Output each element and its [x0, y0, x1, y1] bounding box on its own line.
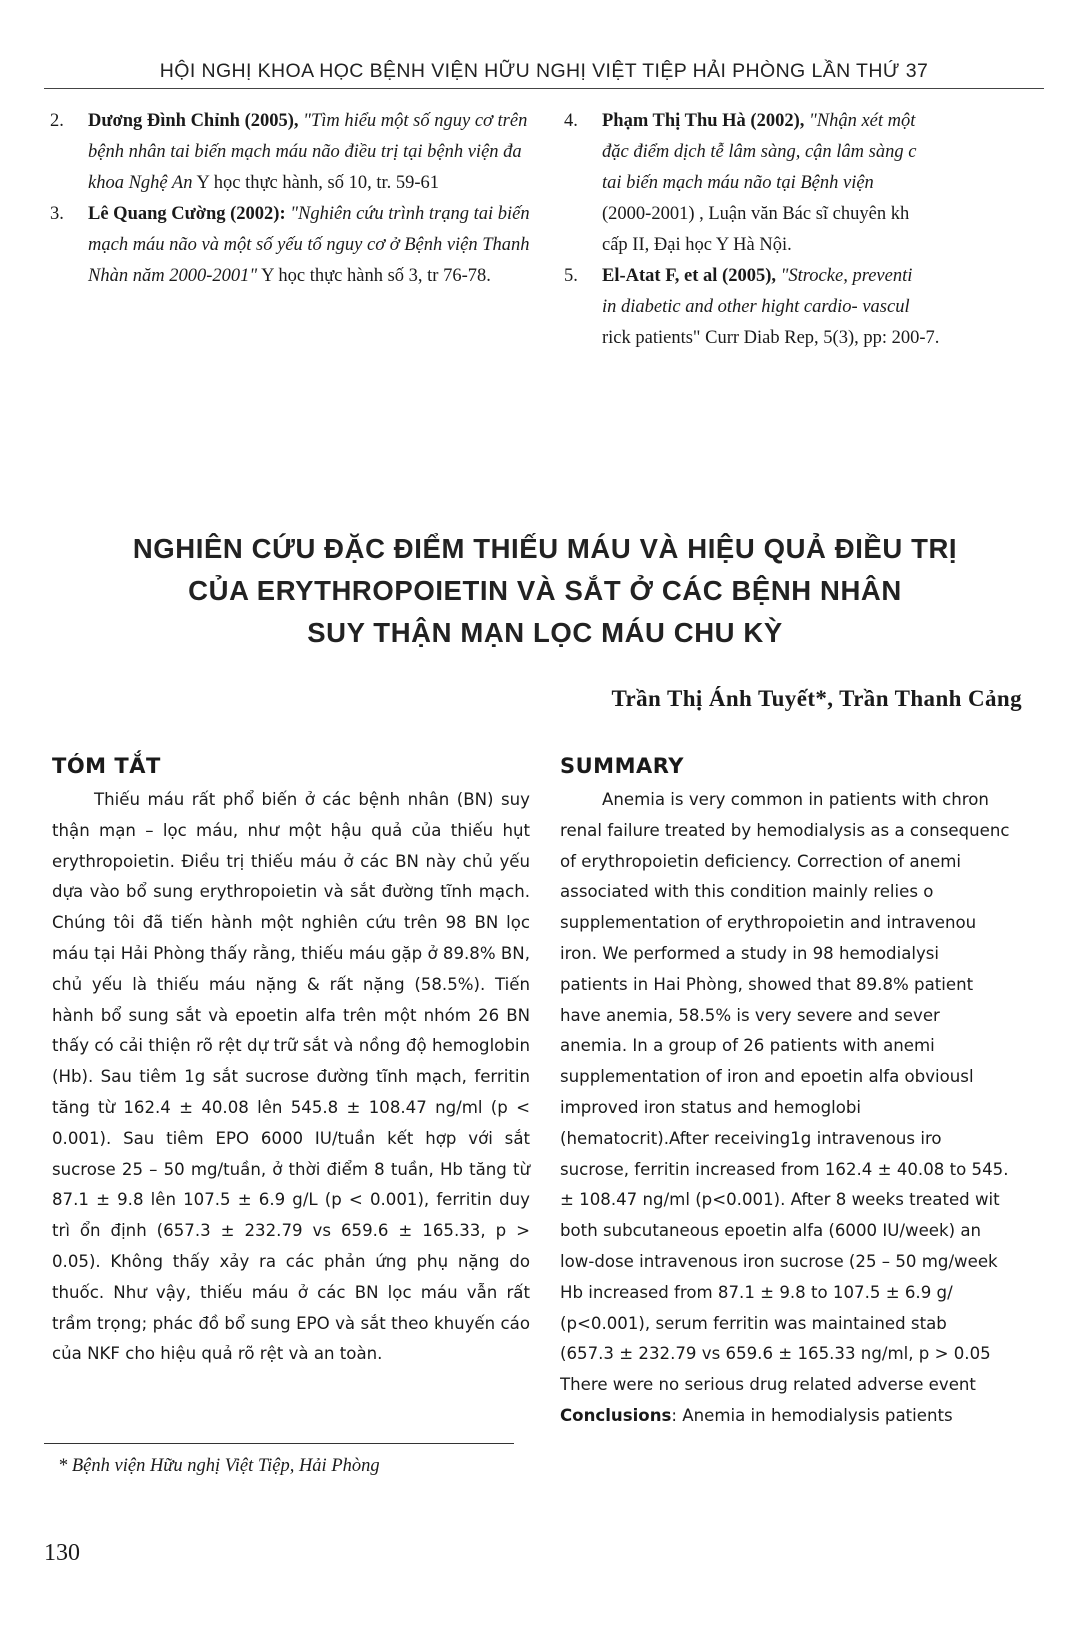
summary-line: supplementation of erythropoietin and intravenou [560, 913, 977, 933]
reference-author: Lê Quang Cường (2002): [88, 204, 286, 224]
article-title [60, 528, 1030, 654]
reference-line: (2000-2001) , Luận văn Bác sĩ chuyên kh [602, 204, 910, 224]
reference-line: đặc điểm dịch tễ lâm sàng, cận lâm sàng c [602, 142, 917, 162]
summary-line: improved iron status and hemoglobi [560, 1097, 862, 1117]
running-header: HỘI NGHỊ KHOA HỌC BỆNH VIỆN HỮU NGHỊ VIỆT TIỆP HẢI PHÒNG LẦN THỨ 37 [159, 60, 929, 82]
abstract-english [560, 754, 1030, 1432]
title-line: NGHIÊN CỨU ĐẶC ĐIỂM THIẾU MÁU VÀ HIỆU QUẢ ĐIỀU TRỊ [132, 533, 958, 564]
summary-line: iron. We performed a study in 98 hemodialysi [560, 943, 940, 963]
conclusion-line [560, 1401, 1030, 1432]
reference-source: Y học thực hành, số 10, tr. 59-61 [196, 173, 440, 193]
reference-source: Y học thực hành số 3, tr 76-78. [261, 266, 491, 286]
reference-line: in diabetic and other hight cardio- vascul [602, 297, 910, 317]
summary-line: anemia. In a group of 26 patients with anemi [560, 1036, 935, 1056]
reference-line: cấp II, Đại học Y Hà Nội. [602, 235, 792, 255]
conclusion-label: Conclusions [560, 1405, 672, 1425]
reference-number: 4. [564, 111, 578, 131]
conclusion-text: : Anemia in hemodialysis patients [671, 1405, 953, 1425]
title-line: CỦA ERYTHROPOIETIN VÀ SẮT Ở CÁC BỆNH NHÂN [188, 575, 902, 606]
summary-line: Hb increased from 87.1 ± 9.8 to 107.5 ± 6.9 g/ [560, 1282, 953, 1302]
reference-author: Dương Đình Chỉnh (2005), [88, 111, 299, 131]
abstract-body: Thiếu máu rất phổ biến ở các bệnh nhân (BN) suy thận mạn – lọc máu, như một hậu quả của thiếu hụt erythropoietin. Điều trị thiếu máu ở các BN này chủ yếu dựa vào bổ sung erythropoietin và sắt đường tĩnh mạch. Chúng tôi đã tiến hành một nghiên cứu trên 98 BN lọc máu tại Hải Phòng thấy rằng, thiếu máu gặp ở 89.8% BN, chủ yếu là thiếu máu nặng & rất nặng (58.5%). Tiến hành bổ sung sắt và epoetin alfa trên một nhóm 26 BN thấy có cải thiện rõ rệt dự trữ sắt và nồng độ hemoglobin (Hb). Sau tiêm 1g sắt sucrose đường tĩnh mạch, ferritin tăng từ 162.4 ± 40.08 lên 545.8 ± 108.47 ng/ml (p < 0.001). Sau tiêm EPO 6000 IU/tuần kết hợp với sắt sucrose 25 – 50 mg/tuần, ở thời điểm 8 tuần, Hb tăng từ 87.1 ± 9.8 lên 107.5 ± 6.9 g/L (p < 0.001), ferritin duy trì ổn định (657.3 ± 232.79 vs 659.6 ± 165.33, p > 0.05). Không thấy xảy ra các phản ứng phụ nặng do thuốc. Như vậy, thiếu máu ở các BN lọc máu vẫn rất trầm trọng; phác đồ bổ sung EPO và sắt theo khuyến cáo của NKF cho hiệu quả rõ rệt và an toàn. [52, 790, 530, 1364]
reference-line: rick patients" Curr Diab Rep, 5(3), pp: 200-7. [602, 328, 940, 348]
reference-title: "Nghiên cứu trình trạng tai biến mạch máu não và một số yếu tố nguy cơ ở Bệnh viện Thanh Nhàn năm 2000-2001" [88, 204, 530, 286]
reference-item [564, 261, 1050, 354]
abstract-vietnamese [52, 754, 530, 1370]
summary-line: renal failure treated by hemodialysis as a consequenc [560, 820, 1010, 840]
footnote-rule [44, 1443, 514, 1444]
summary-line: sucrose, ferritin increased from 162.4 ± 40.08 to 545. [560, 1159, 1009, 1179]
reference-number: 2. [50, 111, 64, 131]
summary-line: (hematocrit).After receiving1g intravenous iro [560, 1128, 942, 1148]
references-left [50, 106, 545, 292]
summary-line: patients in Hai Phòng, showed that 89.8% patient [560, 974, 974, 994]
reference-line: "Strocke, preventi [780, 266, 913, 286]
references-right [564, 106, 1050, 354]
article-authors: Trần Thị Ánh Tuyết*, Trần Thanh Cảng [611, 686, 1022, 711]
abstract-heading: TÓM TẮT [52, 754, 161, 778]
reference-item [50, 106, 545, 199]
reference-title: "Tìm hiểu một số nguy cơ trên bệnh nhân tai biến mạch máu não điều trị tại bệnh viện đa khoa Nghệ An [88, 111, 528, 193]
page-number: 130 [44, 1540, 80, 1566]
summary-line: ± 108.47 ng/ml (p<0.001). After 8 weeks treated wit [560, 1190, 1000, 1210]
reference-item [50, 199, 545, 292]
summary-line: both subcutaneous epoetin alfa (6000 IU/week) an [560, 1221, 982, 1241]
reference-author: Phạm Thị Thu Hà (2002), [602, 111, 805, 131]
summary-heading: SUMMARY [560, 754, 684, 778]
reference-author: El-Atat F, et al (2005), [602, 266, 777, 286]
summary-line: Anemia is very common in patients with chron [602, 790, 989, 809]
summary-line: There were no serious drug related adverse event [560, 1375, 976, 1395]
header-rule [44, 88, 1044, 89]
reference-line: "Nhận xét một [808, 111, 916, 131]
affiliation-footnote: * Bệnh viện Hữu nghị Việt Tiệp, Hải Phòng [58, 1456, 380, 1476]
summary-line: have anemia, 58.5% is very severe and sever [560, 1005, 940, 1025]
summary-line: (p<0.001), serum ferritin was maintained stab [560, 1313, 947, 1333]
summary-line: supplementation of iron and epoetin alfa obviousl [560, 1067, 974, 1087]
reference-line: tai biến mạch máu não tại Bệnh viện [602, 173, 874, 193]
reference-number: 3. [50, 204, 64, 224]
summary-line: of erythropoietin deficiency. Correction of anemi [560, 851, 962, 871]
reference-item [564, 106, 1050, 261]
reference-number: 5. [564, 266, 578, 286]
summary-line: (657.3 ± 232.79 vs 659.6 ± 165.33 ng/ml, p > 0.05 [560, 1344, 991, 1364]
summary-line: associated with this condition mainly relies o [560, 882, 934, 902]
summary-line: low-dose intravenous iron sucrose (25 – 50 mg/week [560, 1251, 998, 1271]
title-line: SUY THẬN MẠN LỌC MÁU CHU KỲ [307, 617, 783, 648]
